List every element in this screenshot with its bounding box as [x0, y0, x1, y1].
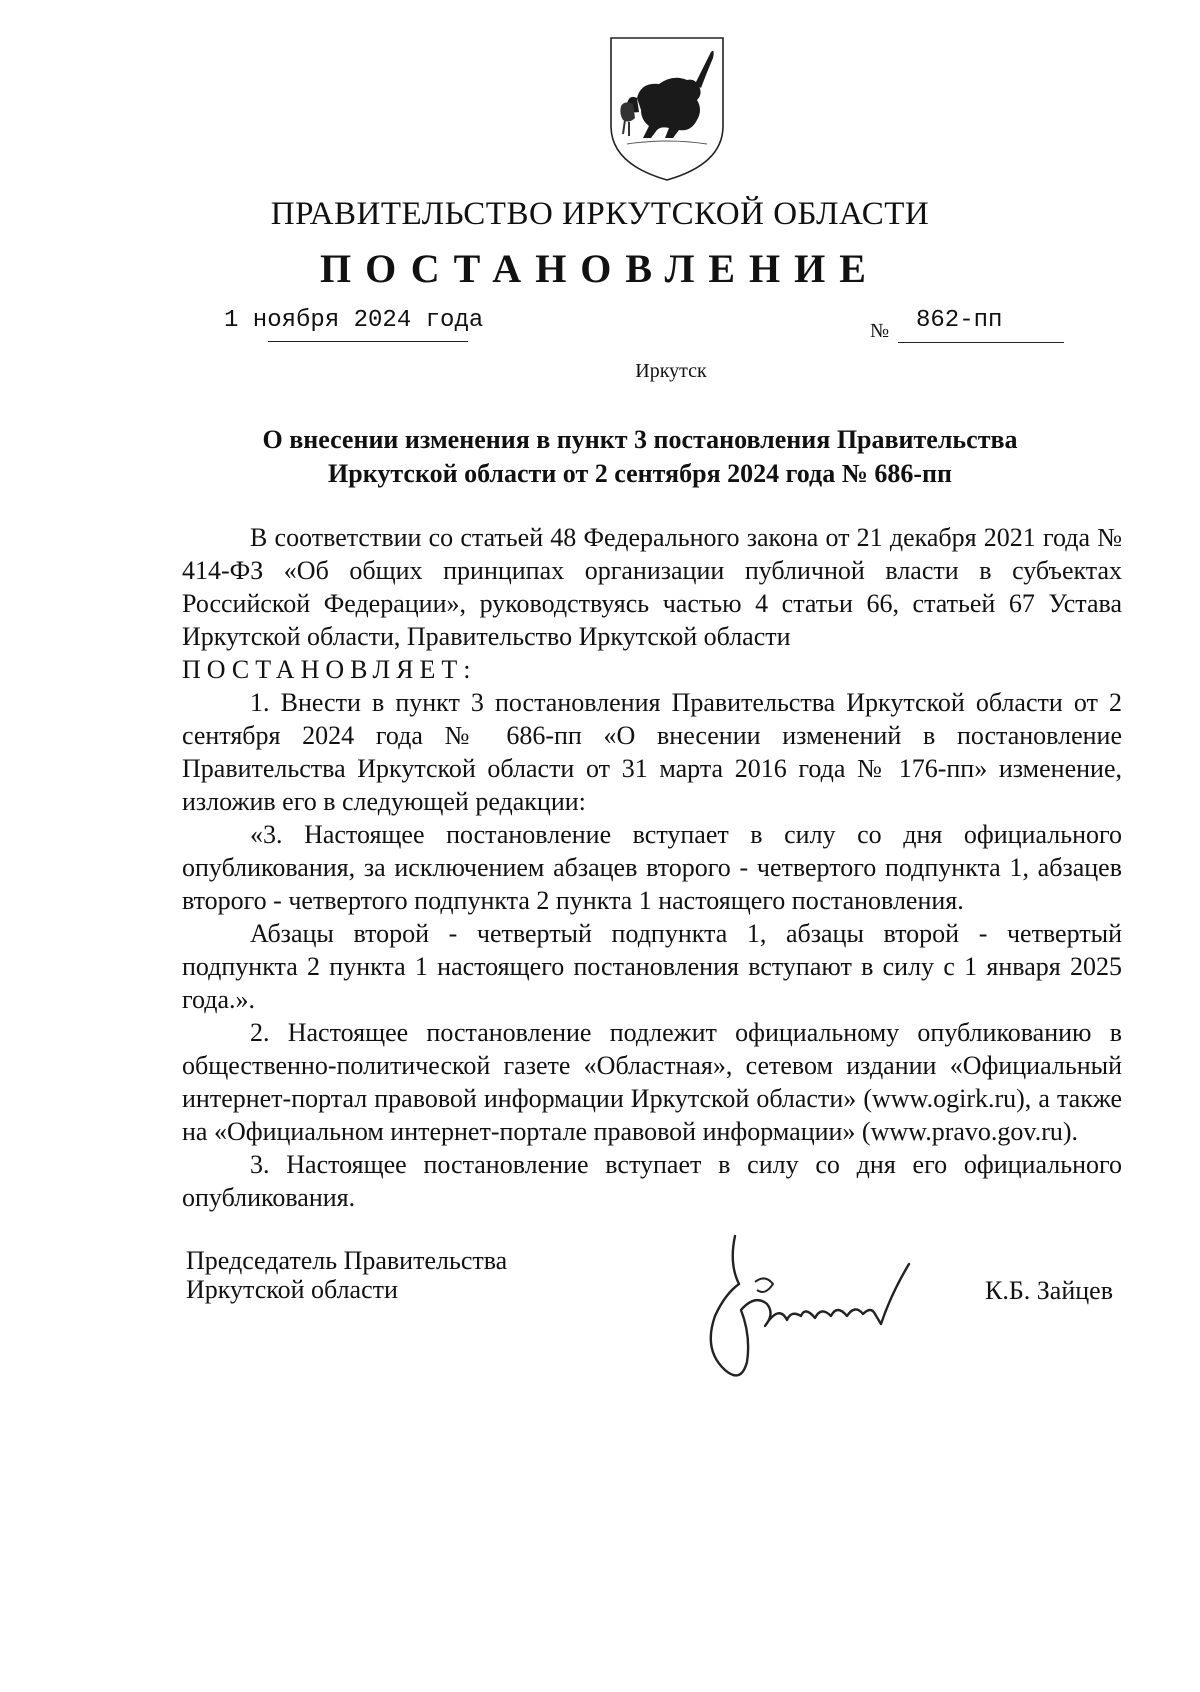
handwritten-signature-icon: [695, 1224, 935, 1404]
city-name: Иркутск: [635, 360, 707, 382]
number-underline: [898, 342, 1064, 343]
number-sign: №: [870, 320, 890, 342]
signer-role-line-2: Иркутской области: [186, 1275, 398, 1304]
signer-name: К.Б. Зайцев: [985, 1276, 1113, 1305]
document-date: 1 ноября 2024 года: [224, 307, 484, 334]
coat-of-arms-icon: [607, 34, 727, 184]
item-3-paragraph: 3. Настоящее постановление вступает в силу со дня его официального опубликования.: [182, 1150, 1122, 1212]
signer-role: [186, 1246, 507, 1304]
quote-paragraph-1: «3. Настоящее постановление вступает в силу со дня официального опубликования, за исключением абзацев второго - четвертого подпункта 1, абзацев второго - четвертого подпункта 2 пункта 1 настоящего постановления.: [182, 820, 1122, 915]
item-2-paragraph: 2. Настоящее постановление подлежит официальному опубликованию в общественно-политической газете «Областная», сетевом издании «Официальный интернет-портал правовой информации Иркутской области» (www.ogirk.ru), а также на «Официальном интернет-портале правовой информации» (www.pravo.gov.ru).: [182, 1018, 1122, 1146]
date-underline: [268, 341, 468, 342]
decree-word: ПОСТАНОВЛЯЕТ:: [182, 655, 477, 684]
quote-paragraph-2: Абзацы второй - четвертый подпункта 1, абзацы второй - четвертый подпункта 2 пункта 1 настоящего постановления вступают в силу с 1 января 2025 года.».: [182, 919, 1122, 1014]
item-1-paragraph: 1. Внести в пункт 3 постановления Правительства Иркутской области от 2 сентября 2024 года № 686-пп «О внесении изменений в постановление Правительства Иркутской области от 31 марта 2016 года № 176-пп» изменение, изложив его в следующей редакции:: [182, 688, 1122, 816]
document-title: [180, 423, 1100, 491]
document-type: ПОСТАНОВЛЕНИЕ: [320, 246, 880, 291]
signer-role-line-1: Председатель Правительства: [186, 1246, 508, 1275]
title-line-2: Иркутской области от 2 сентября 2024 года № 686-пп: [328, 459, 952, 488]
document-number: 862-пп: [916, 307, 1003, 334]
preamble-paragraph: В соответствии со статьей 48 Федерального закона от 21 декабря 2021 года № 414-ФЗ «Об общих принципах организации публичной власти в субъектах Российской Федерации», руководствуясь частью 4 статьи 66, статьей 67 Устава Иркутской области, Правительство Иркутской области: [182, 523, 1122, 651]
document-body: [182, 521, 1122, 1214]
organization-name: ПРАВИТЕЛЬСТВО ИРКУТСКОЙ ОБЛАСТИ: [270, 196, 930, 232]
title-line-1: О внесении изменения в пункт 3 постановления Правительства: [262, 425, 1018, 454]
